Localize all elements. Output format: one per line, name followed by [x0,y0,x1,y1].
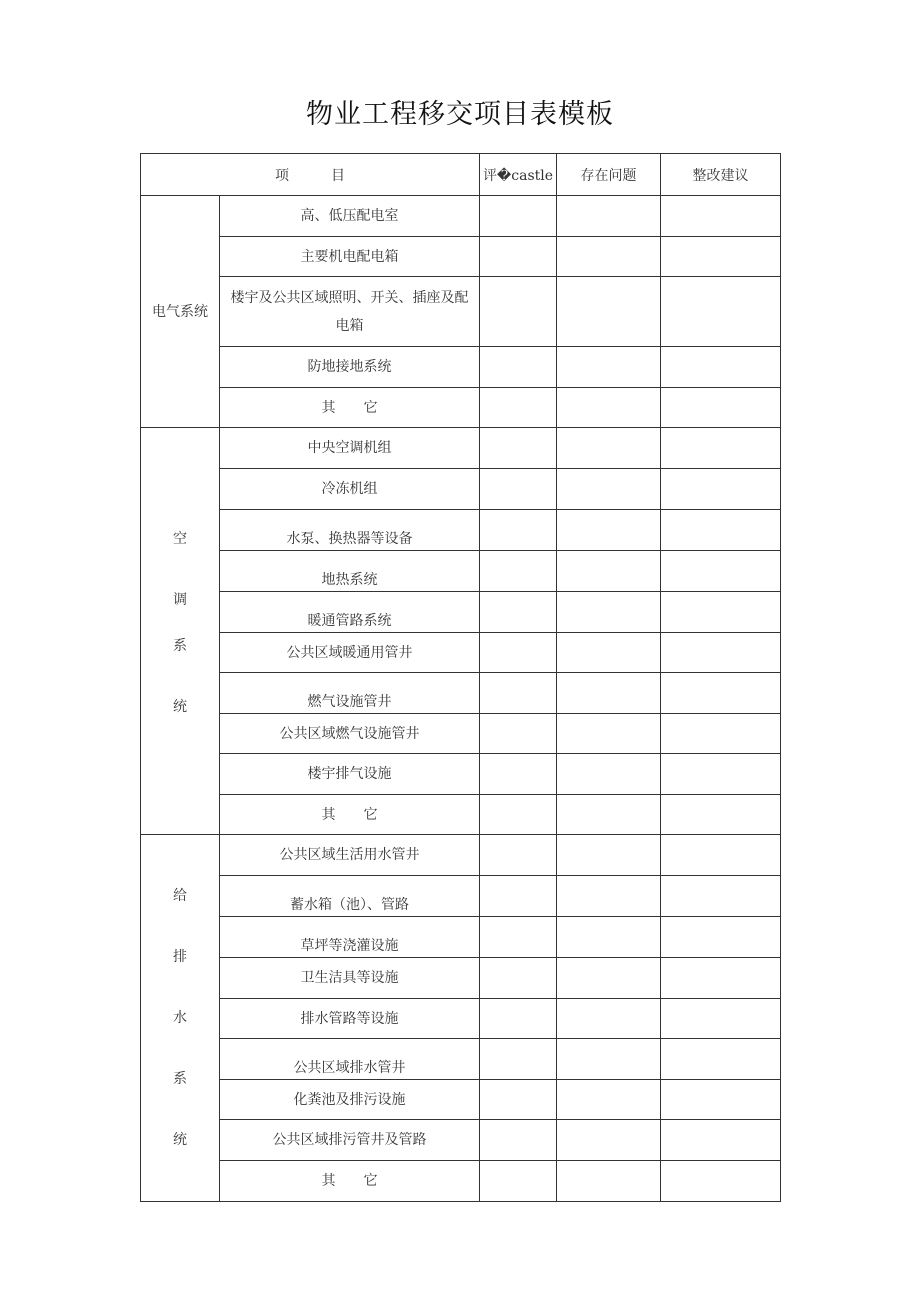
issues-cell[interactable] [557,469,661,510]
category-char: 给 [173,887,187,904]
rating-cell[interactable] [480,673,557,714]
category-char: 水 [173,1009,187,1026]
suggestions-cell[interactable] [661,428,781,469]
item-cell: 燃气设施管井 [220,673,480,714]
item-cell: 化粪池及排污设施 [220,1080,480,1120]
suggestions-cell[interactable] [661,1080,781,1120]
suggestions-cell[interactable] [661,673,781,714]
table-row [141,428,781,469]
item-cell: 其 它 [220,1161,480,1202]
suggestions-cell[interactable] [661,835,781,876]
rating-cell[interactable] [480,347,557,388]
table-row [141,876,781,917]
rating-cell[interactable] [480,754,557,795]
table-row [141,754,781,795]
rating-cell[interactable] [480,237,557,277]
table-row [141,551,781,592]
rating-cell[interactable] [480,1080,557,1120]
table-row [141,237,781,277]
rating-cell[interactable] [480,999,557,1039]
rating-cell[interactable] [480,1161,557,1202]
suggestions-cell[interactable] [661,388,781,428]
table-row [141,999,781,1039]
item-cell: 中央空调机组 [220,428,480,469]
item-cell: 地热系统 [220,551,480,592]
suggestions-cell[interactable] [661,592,781,633]
suggestions-cell[interactable] [661,795,781,835]
category-hvac [141,428,220,835]
table-row [141,1080,781,1120]
item-cell: 防地接地系统 [220,347,480,388]
issues-cell[interactable] [557,1120,661,1161]
table-row [141,1039,781,1080]
rating-cell[interactable] [480,633,557,673]
issues-cell[interactable] [557,551,661,592]
table-row [141,510,781,551]
category-electrical [141,196,220,428]
item-cell: 楼宇排气设施 [220,754,480,795]
category-char: 统 [173,699,187,715]
issues-cell[interactable] [557,754,661,795]
handover-table [140,153,781,1202]
issues-cell[interactable] [557,196,661,237]
category-water-label [173,866,187,1171]
category-char: 调 [173,592,187,608]
suggestions-cell[interactable] [661,633,781,673]
suggestions-cell[interactable] [661,714,781,754]
suggestions-cell[interactable] [661,551,781,592]
item-cell: 排水管路等设施 [220,999,480,1039]
item-cell: 高、低压配电室 [220,196,480,237]
issues-cell[interactable] [557,592,661,633]
suggestions-cell[interactable] [661,347,781,388]
category-char: 系 [173,1070,187,1087]
table-row [141,795,781,835]
item-cell: 公共区域排污管井及管路 [220,1120,480,1161]
rating-cell[interactable] [480,958,557,999]
issues-cell[interactable] [557,714,661,754]
suggestions-cell[interactable] [661,917,781,958]
rating-cell[interactable] [480,592,557,633]
suggestions-cell[interactable] [661,754,781,795]
rating-cell[interactable] [480,469,557,510]
suggestions-cell[interactable] [661,1161,781,1202]
category-char: 系 [173,638,187,654]
item-cell: 草坪等浇灌设施 [220,917,480,958]
header-item: 项 目 [141,154,480,196]
issues-cell[interactable] [557,347,661,388]
suggestions-cell[interactable] [661,469,781,510]
header-rating: 评�castle [480,154,557,196]
category-hvac-label [173,509,187,753]
item-cell: 水泵、换热器等设备 [220,510,480,551]
rating-cell[interactable] [480,388,557,428]
issues-cell[interactable] [557,1080,661,1120]
table-row [141,347,781,388]
rating-cell[interactable] [480,551,557,592]
category-char: 排 [173,948,187,965]
rating-cell[interactable] [480,1039,557,1080]
document-title: 物业工程移交项目表模板 [306,99,614,130]
issues-cell[interactable] [557,876,661,917]
issues-cell[interactable] [557,673,661,714]
header-issues: 存在问题 [557,154,661,196]
table-row [141,1161,781,1202]
table-row [141,958,781,999]
table-row [141,633,781,673]
issues-cell[interactable] [557,958,661,999]
issues-cell[interactable] [557,1161,661,1202]
issues-cell[interactable] [557,237,661,277]
issues-cell[interactable] [557,795,661,835]
table-row [141,388,781,428]
table-row [141,196,781,237]
table-row [141,1120,781,1161]
item-cell: 其 它 [220,795,480,835]
item-cell: 公共区域排水管井 [220,1039,480,1080]
suggestions-cell[interactable] [661,237,781,277]
item-cell: 楼宇及公共区域照明、开关、插座及配电箱 [220,277,480,347]
table-row [141,592,781,633]
suggestions-cell[interactable] [661,1120,781,1161]
rating-cell[interactable] [480,795,557,835]
category-electrical-label: 电气系统 [152,303,208,320]
table-row [141,917,781,958]
item-cell: 其 它 [220,388,480,428]
issues-cell[interactable] [557,428,661,469]
rating-cell[interactable] [480,1120,557,1161]
rating-cell[interactable] [480,917,557,958]
table-row [141,835,781,876]
rating-cell[interactable] [480,835,557,876]
table-row [141,673,781,714]
rating-cell[interactable] [480,876,557,917]
issues-cell[interactable] [557,999,661,1039]
item-cell: 公共区域燃气设施管井 [220,714,480,754]
table-row [141,714,781,754]
item-cell: 暖通管路系统 [220,592,480,633]
item-cell: 公共区域生活用水管井 [220,835,480,876]
suggestions-cell[interactable] [661,958,781,999]
item-cell: 蓄水箱（池）、管路 [220,876,480,917]
category-char: 空 [173,531,187,547]
issues-cell[interactable] [557,277,661,347]
suggestions-cell[interactable] [661,510,781,551]
suggestions-cell[interactable] [661,1039,781,1080]
rating-cell[interactable] [480,428,557,469]
header-suggestions: 整改建议 [661,154,781,196]
issues-cell[interactable] [557,510,661,551]
issues-cell[interactable] [557,917,661,958]
table-header-row [141,154,781,196]
suggestions-cell[interactable] [661,196,781,237]
issues-cell[interactable] [557,835,661,876]
suggestions-cell[interactable] [661,999,781,1039]
rating-cell[interactable] [480,196,557,237]
issues-cell[interactable] [557,1039,661,1080]
issues-cell[interactable] [557,388,661,428]
rating-cell[interactable] [480,277,557,347]
rating-cell[interactable] [480,510,557,551]
table-row [141,469,781,510]
table-row [141,277,781,347]
item-cell: 卫生洁具等设施 [220,958,480,999]
item-cell: 冷冻机组 [220,469,480,510]
category-water [141,835,220,1202]
category-char: 统 [173,1131,187,1148]
suggestions-cell[interactable] [661,876,781,917]
item-cell: 公共区域暖通用管井 [220,633,480,673]
rating-cell[interactable] [480,714,557,754]
suggestions-cell[interactable] [661,277,781,347]
item-cell: 主要机电配电箱 [220,237,480,277]
issues-cell[interactable] [557,633,661,673]
